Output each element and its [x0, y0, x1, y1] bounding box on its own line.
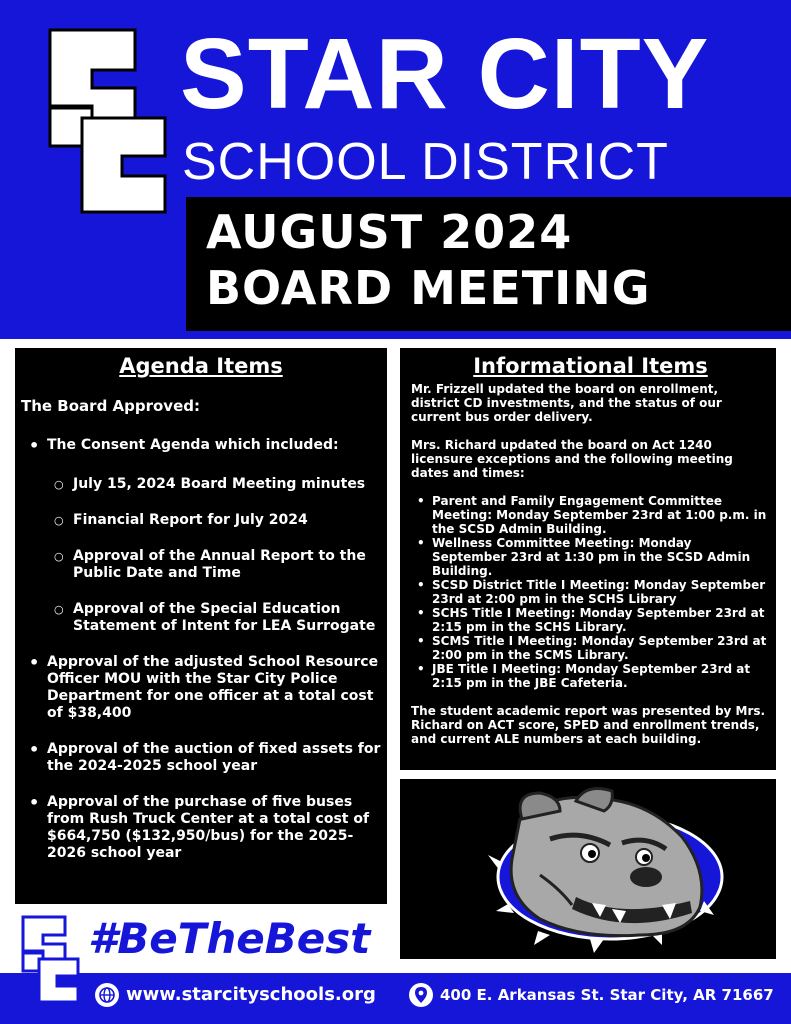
meeting-item: • SCHS Title I Meeting: Monday September 23rd at 2:15 pm in the SCHS Library.: [411, 606, 770, 634]
info-paragraph: The student academic report was presented by Mrs. Richard on ACT score, SPED and enrollment trends, and current ALE numbers at each building.: [411, 704, 766, 746]
location-pin-icon: [409, 983, 433, 1007]
address: [409, 983, 774, 1007]
agenda-title: Agenda Items: [119, 354, 283, 378]
mascot-panel: [400, 779, 776, 959]
consent-subitem: ○ Approval of the Annual Report to the Public Date and Time: [47, 548, 381, 582]
title-star-city: STAR CITY: [180, 18, 710, 130]
hashtag-slogan: #BeTheBest: [88, 914, 371, 963]
info-panel: [400, 348, 776, 770]
consent-subitem: ○ Approval of the Special Education Statement of Intent for LEA Surrogate: [47, 601, 381, 635]
sc-logo: [40, 22, 170, 217]
consent-subitem: ○ Financial Report for July 2024: [47, 512, 381, 529]
info-paragraph: Mrs. Richard updated the board on Act 1240 licensure exceptions and the following meeting dates and times:: [411, 438, 733, 480]
globe-icon: [95, 983, 119, 1007]
agenda-item: • Approval of the auction of fixed assets for the 2024-2025 school year: [21, 741, 381, 775]
meeting-item: • JBE Title I Meeting: Monday September 23rd at 2:15 pm in the JBE Cafeteria.: [411, 662, 770, 690]
banner-date: AUGUST 2024: [206, 205, 573, 259]
website-text: www.starcityschools.org: [126, 984, 376, 1005]
meeting-item: • Wellness Committee Meeting: Monday September 23rd at 1:30 pm in the SCSD Admin Building.: [411, 536, 770, 578]
agenda-item: • Approval of the adjusted School Resource Officer MOU with the Star City Police Department for one officer at a total cost of $38,400: [21, 654, 381, 722]
address-text: 400 E. Arkansas St. Star City, AR 71667: [440, 985, 774, 1004]
website-link[interactable]: [95, 983, 376, 1007]
consent-subitem: ○ July 15, 2024 Board Meeting minutes: [47, 476, 381, 493]
meeting-item: • SCMS Title I Meeting: Monday September 23rd at 2:00 pm in the SCMS Library.: [411, 634, 770, 662]
bulldog-mascot-icon: [400, 779, 776, 959]
agenda-item: • Approval of the purchase of five buses from Rush Truck Center at a total cost of $664,750 ($132,950/bus) for the 2025-2026 school year: [21, 794, 381, 862]
meeting-item: • Parent and Family Engagement Committee Meeting: Monday September 23rd at 1:00 p.m. in the SCSD Admin Building.: [411, 494, 770, 536]
info-title: Informational Items: [473, 354, 708, 378]
consent-sublist: [47, 476, 381, 635]
agenda-lead: The Board Approved:: [21, 397, 200, 415]
content-area: [0, 339, 791, 973]
meeting-list: [411, 494, 770, 690]
agenda-panel: [15, 348, 387, 904]
footer-bar: [0, 973, 791, 1024]
banner-title: BOARD MEETING: [206, 261, 651, 315]
title-school-district: SCHOOL DISTRICT: [182, 133, 669, 191]
meeting-item: • SCSD District Title I Meeting: Monday September 23rd at 2:00 pm in the SCHS Library: [411, 578, 770, 606]
agenda-item: • The Consent Agenda which included: ○ July 15, 2024 Board Meeting minutes ○ Financial Report for July 2024 ○ Approval of the Annual Report to the Public Date and Time ○ Approval of the Special Education Statement of Intent for LEA Surrogate: [21, 437, 381, 635]
agenda-list: [21, 437, 381, 862]
meeting-banner: [186, 197, 791, 331]
info-paragraph: Mr. Frizzell updated the board on enrollment, district CD investments, and the status of our current bus order delivery.: [411, 382, 722, 424]
